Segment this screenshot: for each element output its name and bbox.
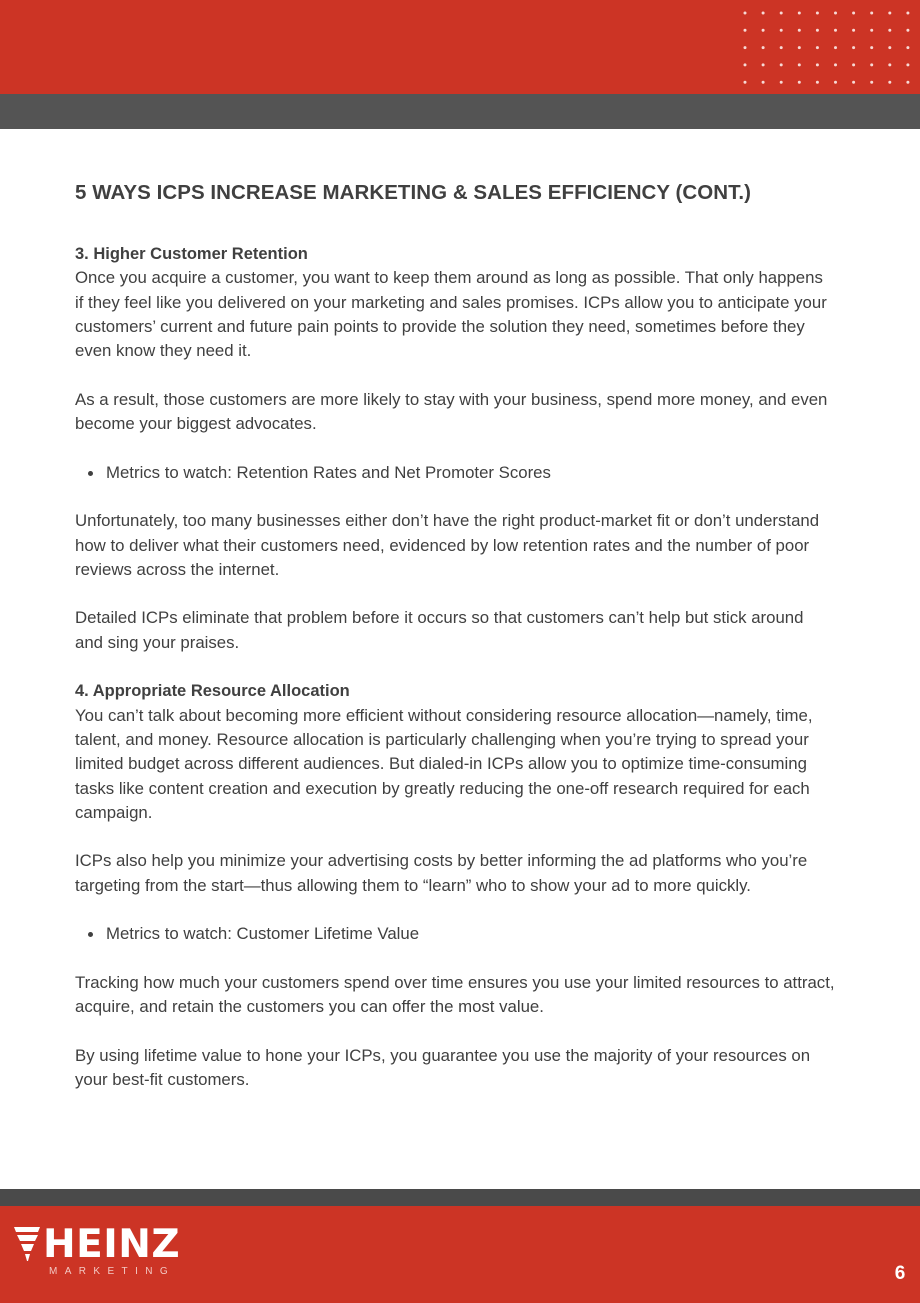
decoration-dot [798,46,801,49]
decoration-dot [780,63,783,66]
page-title: 5 WAYS ICPS INCREASE MARKETING & SALES EFFICIENCY (CONT.) [75,181,752,204]
decoration-dot [816,12,819,15]
decoration-dot [870,46,873,49]
decoration-dot [870,81,873,84]
paragraph: Tracking how much your customers spend over time ensures you use your limited resources to attract, acquire, and retain the customers you can offer the most value. [75,972,835,1017]
dot-pattern-decoration [0,0,920,94]
logo-wordmark: HEINZ [43,1222,181,1267]
decoration-dot [816,81,819,84]
section-title-resource-allocation: 4. Appropriate Resource Allocation [75,682,350,701]
decoration-dot [870,12,873,15]
footer-stripe [0,1189,920,1206]
paragraph: By using lifetime value to hone your ICPs, you guarantee you use the majority of your resources on your best-fit customers. [75,1045,811,1090]
decoration-dot [744,81,747,84]
decoration-dot [888,63,891,66]
logo-tagline: MARKETING [49,1266,176,1277]
decoration-dot [780,81,783,84]
decoration-dot [798,29,801,32]
decoration-dot [834,81,837,84]
decoration-dot [888,12,891,15]
decoration-dot [816,63,819,66]
decoration-dot [870,63,873,66]
decoration-dot [852,81,855,84]
decoration-dot [888,29,891,32]
decoration-dot [888,46,891,49]
decoration-dot [762,46,765,49]
decoration-dot [816,29,819,32]
decoration-dot [744,63,747,66]
decoration-dot [906,46,909,49]
decoration-dot [834,29,837,32]
decoration-dot [762,81,765,84]
decoration-dot [798,63,801,66]
decoration-dot [852,63,855,66]
paragraph: ICPs also help you minimize your advertising costs by better informing the ad platforms who you’re targeting from the start—thus allowing them to “learn” who to show your ad to more quickly. [75,851,808,895]
decoration-dot [744,29,747,32]
decoration-dot [852,29,855,32]
decoration-dot [780,29,783,32]
decoration-dot [780,46,783,49]
decoration-dot [762,12,765,15]
decoration-dot [834,12,837,15]
paragraph: As a result, those customers are more likely to stay with your business, spend more money, and even become your biggest advocates. [75,389,828,434]
metrics-bullet: Metrics to watch: Customer Lifetime Value [75,922,835,946]
decoration-dot [834,46,837,49]
decoration-dot [852,46,855,49]
decoration-dot [888,81,891,84]
paragraph: Detailed ICPs eliminate that problem before it occurs so that customers can’t help but stick around and sing your praises. [75,608,804,652]
decoration-dot [870,29,873,32]
section-title-retention: 3. Higher Customer Retention [75,245,308,263]
logo-funnel-icon [14,1227,40,1263]
metrics-bullet: Metrics to watch: Retention Rates and Net Promoter Scores [75,461,835,485]
paragraph: Unfortunately, too many businesses either don’t have the right product-market fit or don’t understand how to deliver what their customers need, evidenced by low retention rates and the number of poor reviews across the internet. [75,511,820,579]
page-content [75,178,835,1092]
paragraph: Once you acquire a customer, you want to keep them around as long as possible. That only happens if they feel like you delivered on your marketing and sales promises. ICPs allow you to anticipate your customers’ current and future pain points to provide the solution they need, sometimes before they even know they need it. [75,268,827,361]
header-stripe [0,94,920,129]
decoration-dot [906,29,909,32]
decoration-dot [744,12,747,15]
decoration-dot [762,63,765,66]
paragraph: You can’t talk about becoming more efficient without considering resource allocation—namely, time, talent, and money. Resource allocation is particularly challenging when you’re trying to spread your limited budget across different audiences. But dialed-in ICPs allow you to optimize time-consuming tasks like content creation and execution by greatly reducing the one-off research required for each campaign. [75,705,813,822]
page-number: 6 [894,1263,906,1284]
decoration-dot [906,81,909,84]
decoration-dot [906,63,909,66]
decoration-dot [780,12,783,15]
decoration-dot [816,46,819,49]
decoration-dot [852,12,855,15]
decoration-dot [744,46,747,49]
decoration-dot [798,12,801,15]
heinz-marketing-logo [14,1222,184,1282]
decoration-dot [798,81,801,84]
decoration-dot [906,12,909,15]
decoration-dot [762,29,765,32]
decoration-dot [834,63,837,66]
